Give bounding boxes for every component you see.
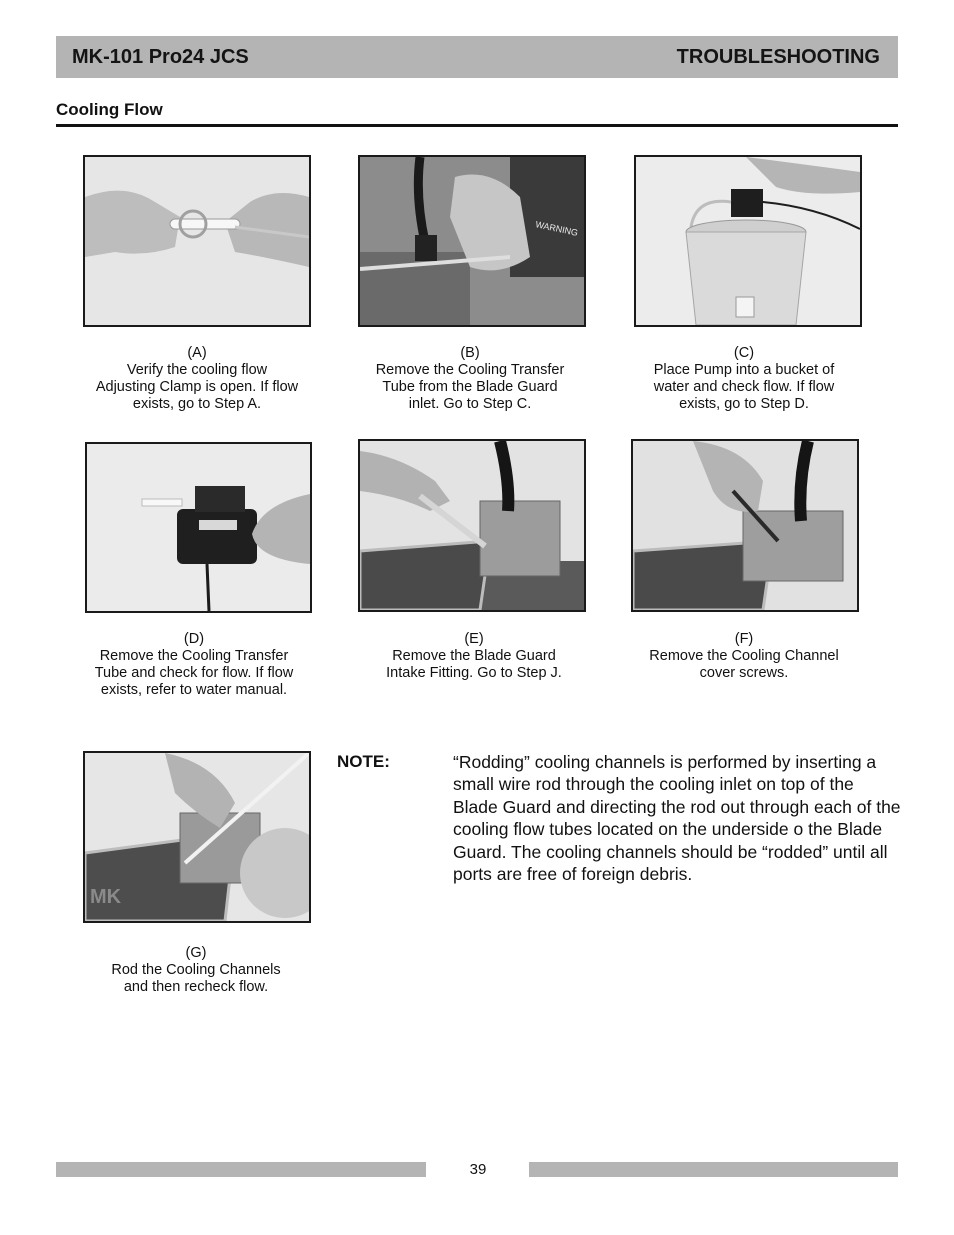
caption-line: Adjusting Clamp is open. If flow [95,379,299,395]
caption-line: Remove the Cooling Transfer [375,362,565,378]
caption-step-a [77,345,317,413]
caption-line: Tube from the Blade Guard [382,379,558,395]
photo-step-a [83,155,311,327]
photo-step-f [631,439,859,612]
step-letter: (B) [460,345,480,361]
section-divider [56,124,898,127]
caption-line: Rod the Cooling Channels [111,962,281,978]
photo-step-e [358,439,586,612]
caption-step-e [354,631,594,682]
caption-line: Remove the Cooling Channel [649,648,839,664]
caption-line: exists, go to Step D. [679,396,809,412]
caption-step-c [624,345,864,413]
step-letter: (C) [733,345,755,361]
caption-line: water and check flow. If flow [653,379,835,395]
footer-bar-left [56,1162,426,1177]
photo-step-d [85,442,312,613]
photo-step-g [83,751,311,923]
photo-step-c [634,155,862,327]
mk-logo: MK [90,886,122,908]
caption-line: and then recheck flow. [123,979,269,995]
warning-sticker-text: WARNING [534,219,579,238]
caption-line: cover screws. [699,665,789,681]
caption-line: Place Pump into a bucket of [653,362,835,378]
step-letter: (D) [183,631,205,647]
caption-line: Remove the Cooling Transfer [99,648,289,664]
section-title: Cooling Flow [56,100,163,119]
caption-line: exists, go to Step A. [132,396,262,412]
caption-line: Intake Fitting. Go to Step J. [386,665,562,681]
caption-step-b [350,345,590,413]
step-letter: (E) [464,631,484,647]
caption-step-d [74,631,314,699]
caption-step-g [76,945,316,996]
page-number: 39 [469,1161,487,1178]
step-letter: (F) [734,631,754,647]
caption-line: inlet. Go to Step C. [408,396,532,412]
section-heading: TROUBLESHOOTING [676,46,880,68]
step-letter: (A) [187,345,207,361]
caption-line: Remove the Blade Guard [392,648,556,664]
model-title: MK-101 Pro24 JCS [72,46,249,68]
step-letter: (G) [185,945,207,961]
caption-line: Verify the cooling flow [126,362,268,378]
caption-step-f [624,631,864,682]
footer-bar-right [529,1162,898,1177]
note-label: NOTE: [337,752,390,771]
header-bar [56,36,898,78]
caption-line: Tube and check for flow. If flow [94,665,294,681]
photo-step-b [358,155,586,327]
note-text: “Rodding” cooling channels is performed by inserting a small wire rod through the cooling inlet on top of the Blade Guard and directing the rod out through each of the cooling flow tubes located on the underside o the Blade Guard. The cooling channels should be “rodded” until all ports are free of foreign debris. [453,752,901,885]
caption-line: exists, refer to water manual. [100,682,288,698]
